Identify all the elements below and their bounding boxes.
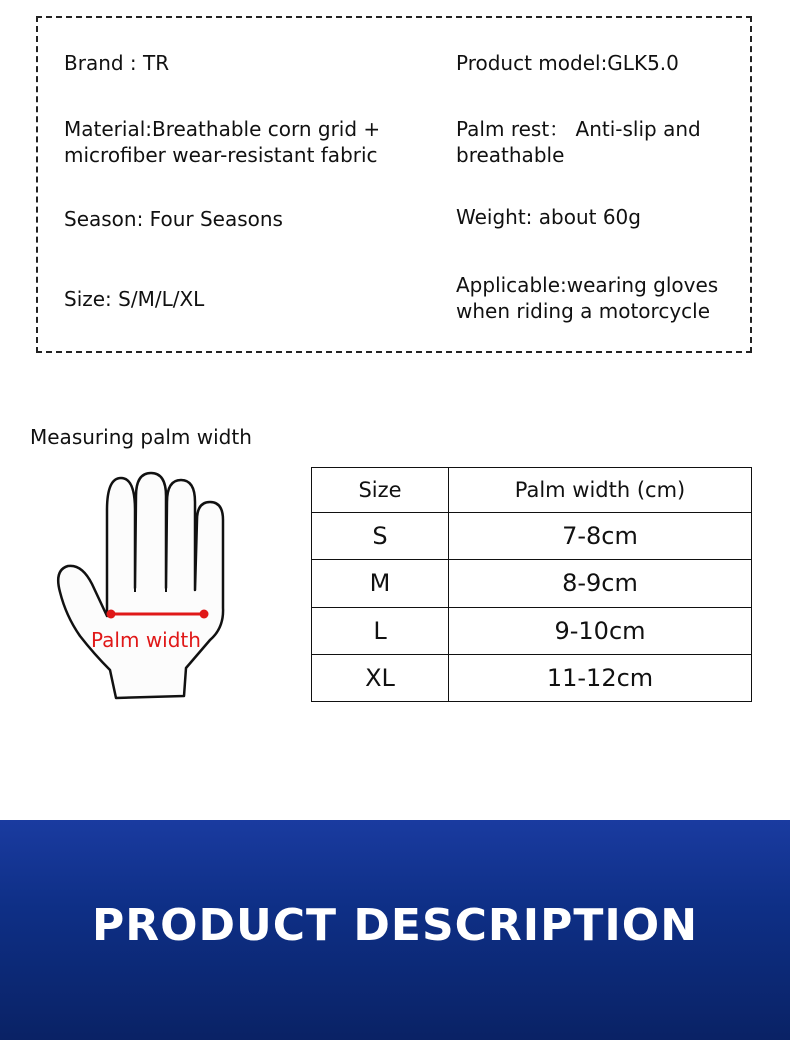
spec-size: Size: S/M/L/XL xyxy=(64,287,205,311)
palm-width-marker-end xyxy=(200,610,209,619)
spec-box xyxy=(36,16,752,353)
palm-width-label: Palm width xyxy=(91,628,201,652)
spec-applicable-line2: when riding a motorcycle xyxy=(456,299,711,323)
table-cell-size: M xyxy=(312,560,449,607)
table-header-palm-width: Palm width (cm) xyxy=(449,468,752,513)
banner-title: PRODUCT DESCRIPTION xyxy=(91,900,699,951)
table-cell-palm-width: 7-8cm xyxy=(449,513,752,560)
size-table xyxy=(311,467,752,702)
table-cell-palm-width: 11-12cm xyxy=(449,654,752,701)
table-header-row xyxy=(312,468,752,513)
palm-width-marker-start xyxy=(107,610,116,619)
table-row xyxy=(312,607,752,654)
table-cell-size: XL xyxy=(312,654,449,701)
spec-material-line1: Material:Breathable corn grid + xyxy=(64,117,381,141)
spec-palm-rest-line2: breathable xyxy=(456,143,565,167)
spec-weight: Weight: about 60g xyxy=(456,205,641,229)
spec-applicable-line1: Applicable:wearing gloves xyxy=(456,273,719,297)
table-cell-palm-width: 9-10cm xyxy=(449,607,752,654)
glove-icon xyxy=(40,468,250,708)
table-cell-size: L xyxy=(312,607,449,654)
spec-palm-rest-line1: Palm rest： Anti-slip and xyxy=(456,117,701,141)
table-row xyxy=(312,560,752,607)
table-header-size: Size xyxy=(312,468,449,513)
measure-title: Measuring palm width xyxy=(30,425,252,449)
table-cell-palm-width: 8-9cm xyxy=(449,560,752,607)
spec-season: Season: Four Seasons xyxy=(64,207,283,231)
spec-model: Product model:GLK5.0 xyxy=(456,51,679,75)
table-row xyxy=(312,513,752,560)
table-cell-size: S xyxy=(312,513,449,560)
spec-material-line2: microfiber wear-resistant fabric xyxy=(64,143,378,167)
table-row xyxy=(312,654,752,701)
spec-brand: Brand : TR xyxy=(64,51,170,75)
